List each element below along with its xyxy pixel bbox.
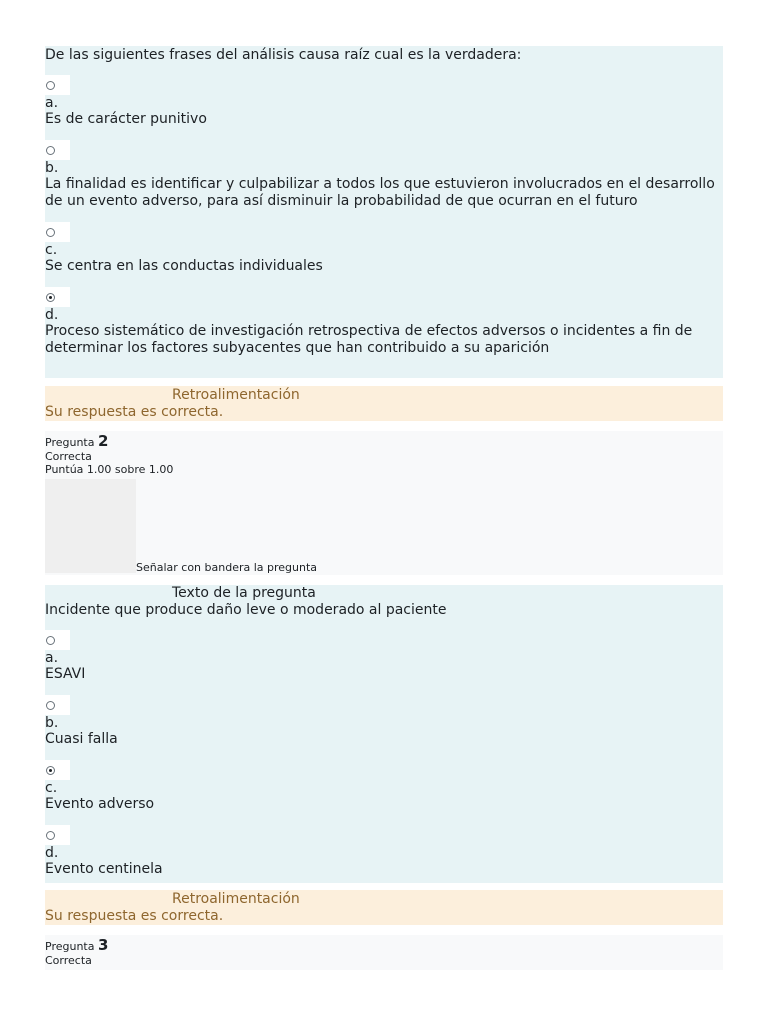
question-1-option-b[interactable]: [45, 140, 723, 210]
question-label: Pregunta: [45, 436, 95, 449]
question-number: [45, 935, 723, 954]
option-letter: d.: [45, 307, 59, 323]
question-2-option-a[interactable]: [45, 630, 723, 683]
radio-button-selected[interactable]: [46, 766, 55, 775]
option-text: Proceso sistemático de investigación retrospectiva de efectos adversos o incidentes a fin de determinar los factores subyacentes que han contribuido a su aparición: [45, 323, 693, 356]
question-1-option-d[interactable]: [45, 287, 723, 357]
question-number-value: 2: [97, 432, 109, 450]
feedback-title: Retroalimentación: [172, 387, 300, 403]
option-text: Evento centinela: [45, 861, 163, 877]
feedback-text: Su respuesta es correcta.: [45, 404, 224, 420]
radio-button[interactable]: [46, 228, 55, 237]
option-text: Es de carácter punitivo: [45, 111, 207, 127]
question-1-option-a[interactable]: [45, 75, 723, 128]
option-text: Se centra en las conductas individuales: [45, 258, 323, 274]
option-letter: c.: [45, 242, 58, 258]
feedback-title: Retroalimentación: [172, 891, 300, 907]
flag-icon[interactable]: [45, 479, 136, 573]
question-label: Pregunta: [45, 940, 95, 953]
question-state: Correcta: [45, 954, 92, 967]
question-2-info: [45, 431, 723, 575]
option-letter: b.: [45, 715, 59, 731]
option-letter: c.: [45, 780, 58, 796]
question-number: [45, 431, 723, 450]
feedback-text: Su respuesta es correcta.: [45, 908, 224, 924]
option-letter: d.: [45, 845, 59, 861]
radio-button[interactable]: [46, 701, 55, 710]
question-1-prompt: De las siguientes frases del análisis causa raíz cual es la verdadera:: [45, 47, 522, 63]
question-1-option-c[interactable]: [45, 222, 723, 275]
option-text: Evento adverso: [45, 796, 155, 812]
radio-button[interactable]: [46, 831, 55, 840]
option-text: ESAVI: [45, 666, 86, 682]
radio-button[interactable]: [46, 146, 55, 155]
option-text: Cuasi falla: [45, 731, 118, 747]
question-1-content: [45, 46, 723, 378]
option-letter: a.: [45, 95, 59, 111]
question-2-prompt: Incidente que produce daño leve o moderado al paciente: [45, 602, 447, 618]
question-2-feedback: [45, 890, 723, 925]
option-text: La finalidad es identificar y culpabilizar a todos los que estuvieron involucrados en el desarrollo de un evento adverso, para así disminuir la probabilidad de que ocurran en el futuro: [45, 176, 715, 209]
question-2-content: [45, 585, 723, 883]
question-state: Correcta: [45, 450, 92, 463]
question-2-option-c[interactable]: [45, 760, 723, 813]
flag-question-link[interactable]: Señalar con bandera la pregunta: [136, 561, 318, 574]
question-number-value: 3: [97, 936, 109, 954]
question-1-feedback: [45, 386, 723, 421]
radio-button[interactable]: [46, 81, 55, 90]
question-3-info: [45, 935, 723, 970]
question-text-heading: Texto de la pregunta: [172, 585, 316, 601]
option-letter: b.: [45, 160, 59, 176]
question-2-option-b[interactable]: [45, 695, 723, 748]
option-letter: a.: [45, 650, 59, 666]
question-grade: Puntúa 1.00 sobre 1.00: [45, 463, 174, 476]
question-2-option-d[interactable]: [45, 825, 723, 878]
radio-button-selected[interactable]: [46, 293, 55, 302]
radio-button[interactable]: [46, 636, 55, 645]
